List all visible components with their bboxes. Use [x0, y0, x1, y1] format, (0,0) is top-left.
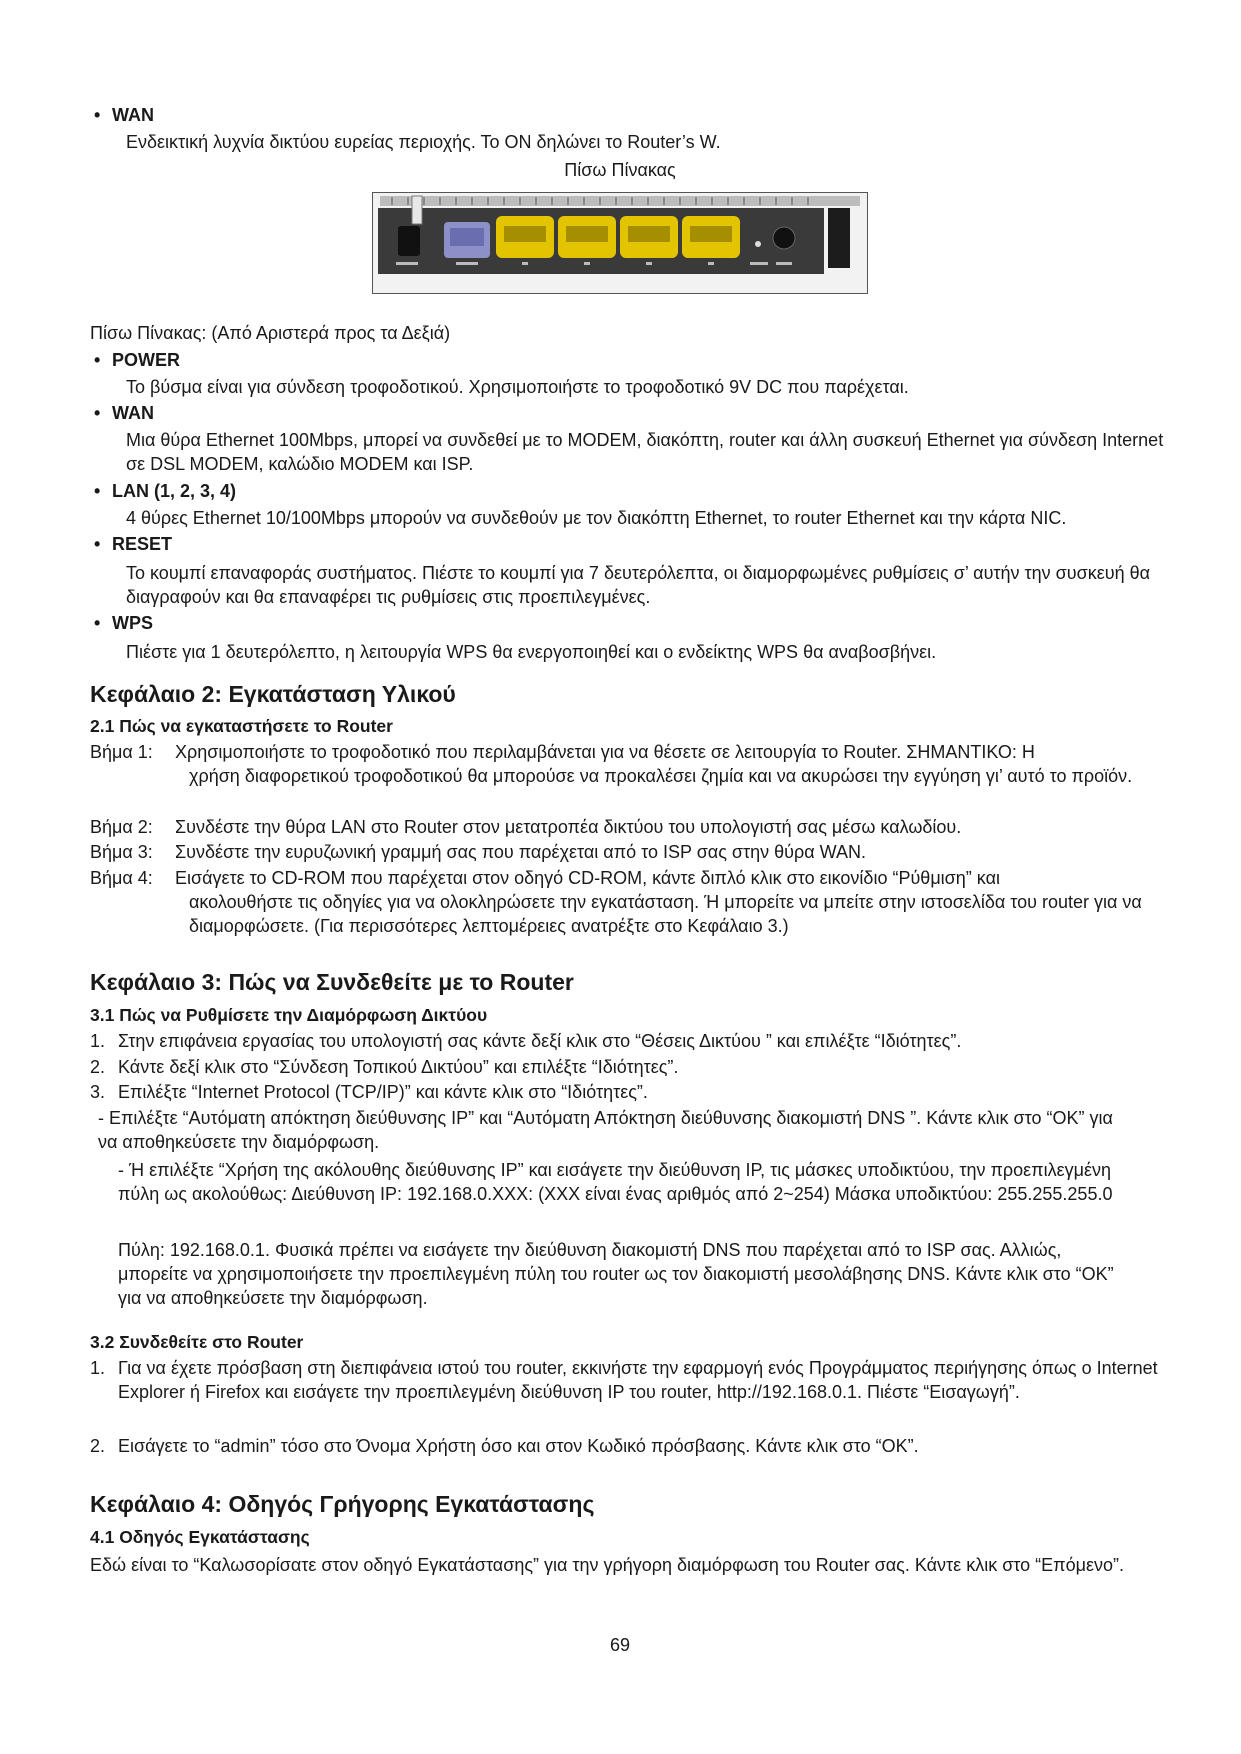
reset-desc: Το κουμπί επαναφοράς συστήματος. Πιέστε το κουμπί για 7 δευτερόλεπτα, οι διαμορφωμένες ρυθμίσεις σ’ αυτήν την συσκευή θα διαγραφούν και θα επαναφέρει τις ρυθμίσεις στις προεπιλεγμένες. [126, 563, 1151, 607]
bullet-title: RESET [112, 534, 173, 554]
lan-port-2-inner [566, 226, 608, 242]
step-4 [90, 866, 1170, 938]
step-label: Βήμα 2: [90, 817, 153, 837]
item-text: Κάντε δεξί κλικ στο “Σύνδεση Τοπικού Δικτύου” και επιλέξτε “Ιδιότητες”. [118, 1057, 679, 1077]
power-jack [398, 226, 420, 256]
rear-panel-caption: Πίσω Πίνακας [564, 160, 676, 180]
step-1 [90, 740, 1170, 788]
power-desc: Το βύσμα είναι για σύνδεση τροφοδοτικού. Χρησιμοποιήστε το τροφοδοτικό 9V DC που παρέχεται. [126, 377, 909, 397]
reset-pinhole [755, 241, 761, 247]
dns-auto-option: - Επιλέξτε “Αυτόματη απόκτηση διεύθυνσης IP” και “Αυτόματη Απόκτηση διεύθυνσης διακομιστή DNS ”. Κάντε κλικ στο “OK” για να αποθηκεύσετε την διαμόρφωση. [98, 1108, 1113, 1152]
step-label: Βήμα 4: [90, 868, 153, 888]
static-ip-option: - Ή επιλέξτε “Χρήση της ακόλουθης διεύθυνσης IP” και εισάγετε την διεύθυνση IP, τις μάσκες υποδικτύου, την προεπιλεγμένη πύλη ως ακολούθως: Διεύθυνση IP: 192.168.0.XXX: (XXX είναι ένας αριθμός από 2~254) Μάσκα υποδικτύου: 255.255.255.0 [118, 1160, 1113, 1204]
bullet-reset: • RESET [94, 534, 173, 554]
step-label: Βήμα 1: [90, 742, 153, 762]
section-2-1-title: 2.1 Πώς να εγκαταστήσετε το Router [90, 716, 393, 736]
item-text: Επιλέξτε “Internet Protocol (TCP/IP)” και κάντε κλικ στο “Ιδιότητες”. [118, 1082, 648, 1102]
list-item [90, 1055, 1170, 1079]
bullet-wan-led: • WAN [94, 105, 154, 125]
item-text: Εισάγετε το “admin” τόσο στο Όνομα Χρήστη όσο και στον Κωδικό πρόσβασης. Κάντε κλικ στο “OK”. [118, 1436, 919, 1456]
wan-desc: Μια θύρα Ethernet 100Mbps, μπορεί να συνδεθεί με το MODEM, διακόπτη, router και άλλη συσκευή Ethernet για σύνδεση Internet σε DSL MODEM, καλώδιο MODEM και ISP. [126, 430, 1164, 474]
vent-strip [380, 196, 860, 206]
section-3-2-title: 3.2 Συνδεθείτε στο Router [90, 1332, 304, 1352]
wan-led-desc: Ενδεικτική λυχνία δικτύου ευρείας περιοχής. Το ON δηλώνει το Router’s W. [126, 132, 721, 152]
step-text: Συνδέστε την ευρυζωνική γραμμή σας που παρέχεται από το ISP σας στην θύρα WAN. [175, 842, 866, 862]
step-text: Χρησιμοποιήστε το τροφοδοτικό που περιλαμβάνεται για να θέσετε σε λειτουργία το Router. ΣΗΜΑΝΤΙΚΟ: Η [175, 742, 1035, 762]
lan-desc: 4 θύρες Ethernet 10/100Mbps μπορούν να συνδεθούν με τον διακόπτη Ethernet, το router Ethernet και την κάρτα NIC. [126, 508, 1067, 528]
step-2 [90, 815, 1170, 839]
step-text-cont: χρήση διαφορετικού τροφοδοτικού θα μπορούσε να προκαλέσει ζημία και να ακυρώσει την εγγύηση γι’ αυτό το προϊόν. [189, 766, 1133, 786]
item-text: Για να έχετε πρόσβαση στη διεπιφάνεια ιστού του router, εκκινήστε την εφαρμογή ενός Προγράμματος περιήγησης όπως ο Internet Explorer ή Firefox και εισάγετε την προεπιλεγμένη διεύθυνση IP του router, http://192.168.0.1. Πιέστε “Εισαγωγή”. [118, 1358, 1158, 1402]
item-number: 1. [90, 1358, 106, 1378]
step-text-cont: ακολουθήστε τις οδηγίες για να ολοκληρώσετε την εγκατάσταση. Ή μπορείτε να μπείτε στην ιστοσελίδα του router για να διαμορφώσετε. (Για περισσότερες λεπτομέρειες ανατρέξτε στο Κεφάλαιο 3.) [189, 892, 1142, 936]
chapter-4-title: Κεφάλαιο 4: Οδηγός Γρήγορης Εγκατάστασης [90, 1491, 595, 1517]
item-text: Στην επιφάνεια εργασίας του υπολογιστή σας κάντε δεξί κλικ στο “Θέσεις Δικτύου ” και επιλέξτε “Ιδιότητες”. [118, 1031, 962, 1051]
lan-port-4-inner [690, 226, 732, 242]
gateway-note: Πύλη: 192.168.0.1. Φυσικά πρέπει να εισάγετε την διεύθυνση διακομιστή DNS που παρέχεται από το ISP σας. Αλλιώς, μπορείτε να χρησιμοποιήσετε την προεπιλεγμένη πύλη του router ως τον διακομιστή μεσολάβησης DNS. Κάντε κλικ στο “OK” για να αποθηκεύσετε την διαμόρφωση. [118, 1240, 1114, 1308]
section-4-1-title: 4.1 Οδηγός Εγκατάστασης [90, 1527, 310, 1547]
item-number: 1. [90, 1031, 106, 1051]
step-label: Βήμα 3: [90, 842, 153, 862]
item-number: 2. [90, 1436, 106, 1456]
router-rear-panel-image [372, 192, 868, 294]
lan-port-1-inner [504, 226, 546, 242]
wizard-intro: Εδώ είναι το “Καλωσορίσατε στον οδηγό Εγκατάστασης” για την γρήγορη διαμόρφωση του Router σας. Κάντε κλικ στο “Επόμενο”. [90, 1555, 1124, 1575]
item-number: 3. [90, 1082, 106, 1102]
wps-desc: Πιέστε για 1 δευτερόλεπτο, η λειτουργία WPS θα ενεργοποιηθεί και ο ενδείκτης WPS θα αναβοσβήνει. [126, 642, 937, 662]
list-item [90, 1434, 1170, 1458]
bullet-title: WAN [112, 403, 154, 423]
bullet-wan: • WAN [94, 403, 154, 423]
list-item [90, 1029, 1170, 1053]
step-3 [90, 840, 1170, 864]
section-3-1-title: 3.1 Πώς να Ρυθμίσετε την Διαμόρφωση Δικτύου [90, 1005, 488, 1025]
rear-panel-intro: Πίσω Πίνακας: (Από Αριστερά προς τα Δεξιά) [90, 323, 451, 343]
bullet-title: WPS [112, 613, 154, 633]
step-text: Συνδέστε την θύρα LAN στο Router στον μετατροπέα δικτύου του υπολογιστή σας μέσω καλωδίου. [175, 817, 962, 837]
bullet-title: WAN [112, 105, 154, 125]
chapter-3-title: Κεφάλαιο 3: Πώς να Συνδεθείτε με το Router [90, 969, 574, 995]
bullet-title: POWER [112, 350, 181, 370]
bullet-wps: • WPS [94, 613, 154, 633]
chapter-2-title: Κεφάλαιο 2: Εγκατάσταση Υλικού [90, 681, 456, 707]
page-number: 69 [609, 1635, 631, 1655]
lan-port-3-inner [628, 226, 670, 242]
bullet-title: LAN (1, 2, 3, 4) [112, 481, 237, 501]
list-item [90, 1356, 1170, 1404]
step-text: Εισάγετε το CD-ROM που παρέχεται στον οδηγό CD-ROM, κάντε διπλό κλικ στο εικονίδιο “Ρύθμιση” και [175, 868, 1000, 888]
wan-port-inner [450, 228, 484, 246]
side-switch [828, 208, 850, 268]
wps-button [773, 227, 795, 249]
item-number: 2. [90, 1057, 106, 1077]
bullet-lan: • LAN (1, 2, 3, 4) [94, 481, 237, 501]
antenna [412, 196, 422, 224]
bullet-power: • POWER [94, 350, 181, 370]
list-item [90, 1080, 1170, 1104]
